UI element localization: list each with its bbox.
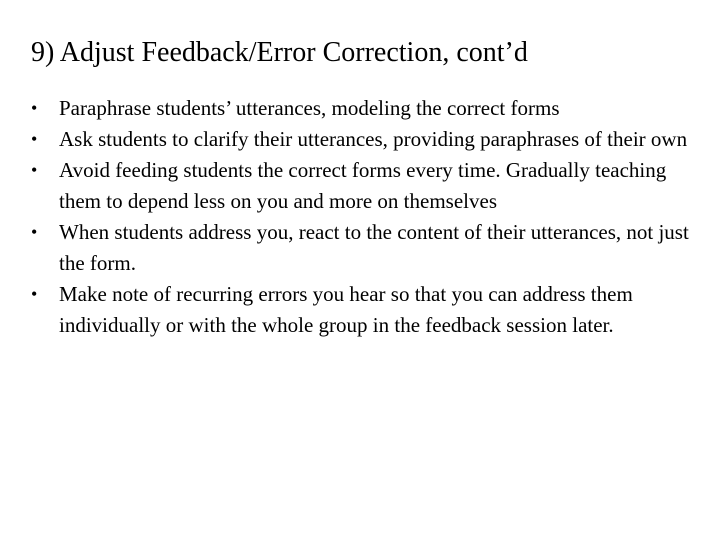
bullet-text: Make note of recurring errors you hear so that you can address them individually or with the whole group in the feedback session later. [59, 282, 633, 337]
bullet-icon: • [31, 222, 38, 242]
bullet-icon: • [31, 284, 38, 304]
bullet-icon: • [31, 160, 38, 180]
bullet-icon: • [31, 129, 38, 149]
slide-title: 9) Adjust Feedback/Error Correction, cont’d [31, 37, 528, 68]
bullet-item [31, 124, 691, 155]
bullet-item [31, 217, 691, 279]
bullet-icon: • [31, 98, 38, 118]
bullet-item [31, 279, 691, 341]
bullet-item [31, 93, 691, 124]
bullet-text: Paraphrase students’ utterances, modeling the correct forms [59, 96, 560, 120]
bullet-list [31, 93, 691, 341]
bullet-text: Ask students to clarify their utterances, providing paraphrases of their own [59, 127, 688, 151]
bullet-item [31, 155, 691, 217]
bullet-text: When students address you, react to the content of their utterances, not just the form. [59, 220, 689, 275]
bullet-text: Avoid feeding students the correct forms every time. Gradually teaching them to depend less on you and more on themselves [59, 158, 667, 213]
